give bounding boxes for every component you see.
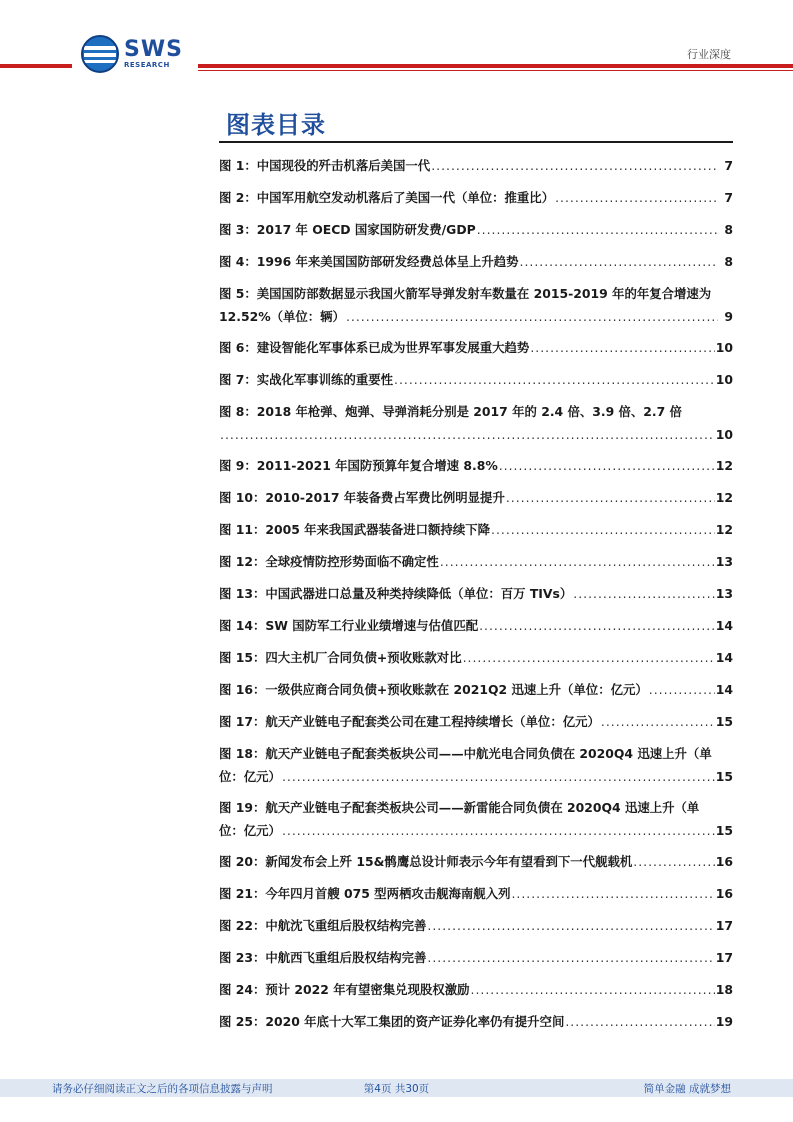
- header-rule-left: [0, 64, 72, 68]
- toc-leader-dots: [573, 584, 714, 603]
- toc-entry[interactable]: [219, 948, 733, 967]
- toc-entry-title: 图 4：1996 年来美国国防部研发经费总体呈上升趋势: [219, 254, 519, 269]
- toc-page-number: 10: [715, 372, 733, 387]
- header-rule-right: [198, 64, 793, 68]
- toc-leader-dots: [506, 488, 715, 507]
- toc-page-number: 13: [715, 554, 733, 569]
- toc-entry-title: 图 16：一级供应商合同负债+预收账款在 2021Q2 迅速上升（单位：亿元）: [219, 682, 648, 697]
- toc-page-number: 8: [724, 222, 733, 237]
- toc-entry[interactable]: [219, 552, 733, 571]
- toc-entry[interactable]: [219, 584, 733, 603]
- toc-leader-dots: [471, 980, 715, 999]
- toc-entry-title: 图 11：2005 年来我国武器装备进口额持续下降: [219, 522, 490, 537]
- toc-leader-dots: [220, 425, 715, 444]
- toc-entry[interactable]: [219, 616, 733, 635]
- toc-entry-title: 图 5：美国国防部数据显示我国火箭军导弹发射车数量在 2015-2019 年的年复合增速为: [219, 286, 712, 301]
- toc-entry-title: 图 15：四大主机厂合同负债+预收账款对比: [219, 650, 462, 665]
- toc-page-number: 14: [715, 650, 733, 665]
- toc-entry[interactable]: [219, 188, 733, 207]
- toc-page-number: 10: [715, 340, 733, 355]
- toc-entry[interactable]: [219, 712, 733, 731]
- toc-leader-dots: [427, 916, 714, 935]
- toc-leader-dots: [431, 156, 718, 175]
- toc-entry[interactable]: [219, 402, 733, 444]
- header-rule-thin: [198, 70, 793, 71]
- logo: [80, 34, 183, 74]
- toc-entry-title: 图 25：2020 年底十大军工集团的资产证券化率仍有提升空间: [219, 1014, 565, 1029]
- footer-disclaimer: 请务必仔细阅读正文之后的各项信息披露与声明: [52, 1083, 273, 1095]
- toc-leader-dots: [499, 456, 715, 475]
- toc-entry[interactable]: [219, 488, 733, 507]
- toc-entry[interactable]: [219, 648, 733, 667]
- toc-leader-dots: [479, 616, 715, 635]
- toc-entry-title: 图 21：今年四月首艘 075 型两栖攻击舰海南舰入列: [219, 886, 511, 901]
- toc-leader-dots: [491, 520, 715, 539]
- toc-leader-dots: [463, 648, 715, 667]
- toc-leader-dots: [633, 852, 715, 871]
- toc-leader-dots: [555, 188, 718, 207]
- toc-page-number: 17: [715, 950, 733, 965]
- toc-entry[interactable]: [219, 338, 733, 357]
- toc-entry[interactable]: [219, 156, 733, 175]
- toc-page-number: 7: [724, 158, 733, 173]
- toc-leader-dots: [477, 220, 718, 239]
- toc-entry-title: 图 14：SW 国防军工行业业绩增速与估值匹配: [219, 618, 479, 633]
- toc-leader-dots: [282, 767, 715, 786]
- toc-entry-title: 图 10：2010-2017 年装备费占军费比例明显提升: [219, 490, 505, 505]
- logo-text: SWS: [124, 36, 183, 62]
- toc-entry[interactable]: [219, 520, 733, 539]
- toc-entry-title: 图 1：中国现役的歼击机落后美国一代: [219, 158, 431, 173]
- toc-entry-continuation: 位：亿元）: [219, 823, 281, 838]
- toc-entry[interactable]: [219, 370, 733, 389]
- toc-entry-continuation: 12.52%（单位：辆）: [219, 309, 345, 324]
- toc-page-number: 7: [724, 190, 733, 205]
- title-divider: [219, 141, 733, 143]
- toc-page-number: 18: [715, 982, 733, 997]
- toc-page-number: 12: [715, 458, 733, 473]
- toc-page-number: 15: [715, 714, 733, 729]
- toc-entry-title: 图 6：建设智能化军事体系已成为世界军事发展重大趋势: [219, 340, 530, 355]
- logo-subtext: RESEARCH: [124, 60, 170, 69]
- toc-entry[interactable]: [219, 798, 733, 840]
- toc-page-number: 17: [715, 918, 733, 933]
- toc-entry-title: 图 22：中航沈飞重组后股权结构完善: [219, 918, 427, 933]
- report-category: 行业深度: [687, 48, 731, 61]
- page-title: 图表目录: [226, 111, 326, 139]
- toc-leader-dots: [530, 338, 714, 357]
- toc-page-number: 15: [715, 769, 733, 784]
- toc-entry[interactable]: [219, 744, 733, 786]
- toc-entry[interactable]: [219, 1012, 733, 1031]
- toc-entry-continuation: 位：亿元）: [219, 769, 281, 784]
- toc-page-number: 19: [715, 1014, 733, 1029]
- toc-entry-title: 图 24：预计 2022 年有望密集兑现股权激励: [219, 982, 470, 997]
- sws-logo-icon: [80, 34, 120, 74]
- toc-page-number: 8: [724, 254, 733, 269]
- footer-slogan: 简单金融 成就梦想: [643, 1083, 731, 1095]
- toc-leader-dots: [511, 884, 714, 903]
- toc-entry-title: 图 7：实战化军事训练的重要性: [219, 372, 394, 387]
- toc-page-number: 10: [715, 427, 733, 442]
- toc-leader-dots: [601, 712, 715, 731]
- toc-entry[interactable]: [219, 916, 733, 935]
- toc-entry-title: 图 8：2018 年枪弹、炮弹、导弹消耗分别是 2017 年的 2.4 倍、3.9 倍、2.7 倍: [219, 404, 682, 419]
- toc-leader-dots: [427, 948, 714, 967]
- toc-leader-dots: [346, 307, 718, 326]
- toc-page-number: 12: [715, 522, 733, 537]
- toc-leader-dots: [440, 552, 715, 571]
- toc-entry[interactable]: [219, 220, 733, 239]
- toc-entry-title: 图 17：航天产业链电子配套类公司在建工程持续增长（单位：亿元）: [219, 714, 600, 729]
- page-number: 第4页 共30页: [363, 1083, 430, 1095]
- toc-page-number: 9: [724, 309, 733, 324]
- toc-entry-title: 图 23：中航西飞重组后股权结构完善: [219, 950, 427, 965]
- toc-page-number: 13: [715, 586, 733, 601]
- toc-entry-title: 图 3：2017 年 OECD 国家国防研发费/GDP: [219, 222, 476, 237]
- toc-entry[interactable]: [219, 980, 733, 999]
- toc-leader-dots: [394, 370, 715, 389]
- toc-page-number: 16: [715, 854, 733, 869]
- toc-page-number: 16: [715, 886, 733, 901]
- toc-leader-dots: [565, 1012, 714, 1031]
- toc-leader-dots: [649, 680, 715, 699]
- toc-page-number: 14: [715, 682, 733, 697]
- toc-entry-title: 图 2：中国军用航空发动机落后了美国一代（单位：推重比）: [219, 190, 555, 205]
- toc-entry-title: 图 19：航天产业链电子配套类板块公司——新雷能合同负债在 2020Q4 迅速上升（单: [219, 800, 700, 815]
- toc-page-number: 14: [715, 618, 733, 633]
- toc-entry-title: 图 9：2011-2021 年国防预算年复合增速 8.8%: [219, 458, 498, 473]
- toc-page-number: 12: [715, 490, 733, 505]
- toc-entry[interactable]: [219, 884, 733, 903]
- toc-entry[interactable]: [219, 852, 733, 871]
- toc-entry[interactable]: [219, 252, 733, 271]
- toc-entry[interactable]: [219, 284, 733, 326]
- toc-entry[interactable]: [219, 680, 733, 699]
- toc-entry-title: 图 13：中国武器进口总量及种类持续降低（单位：百万 TIVs）: [219, 586, 573, 601]
- toc-entry-title: 图 20：新闻发布会上歼 15&鹘鹰总设计师表示今年有望看到下一代舰载机: [219, 854, 633, 869]
- toc-entry-title: 图 18：航天产业链电子配套类板块公司——中航光电合同负债在 2020Q4 迅速上升（单: [219, 746, 712, 761]
- toc-leader-dots: [282, 821, 715, 840]
- toc-entry[interactable]: [219, 456, 733, 475]
- toc-leader-dots: [520, 252, 718, 271]
- toc-page-number: 15: [715, 823, 733, 838]
- toc-entry-title: 图 12：全球疫情防控形势面临不确定性: [219, 554, 439, 569]
